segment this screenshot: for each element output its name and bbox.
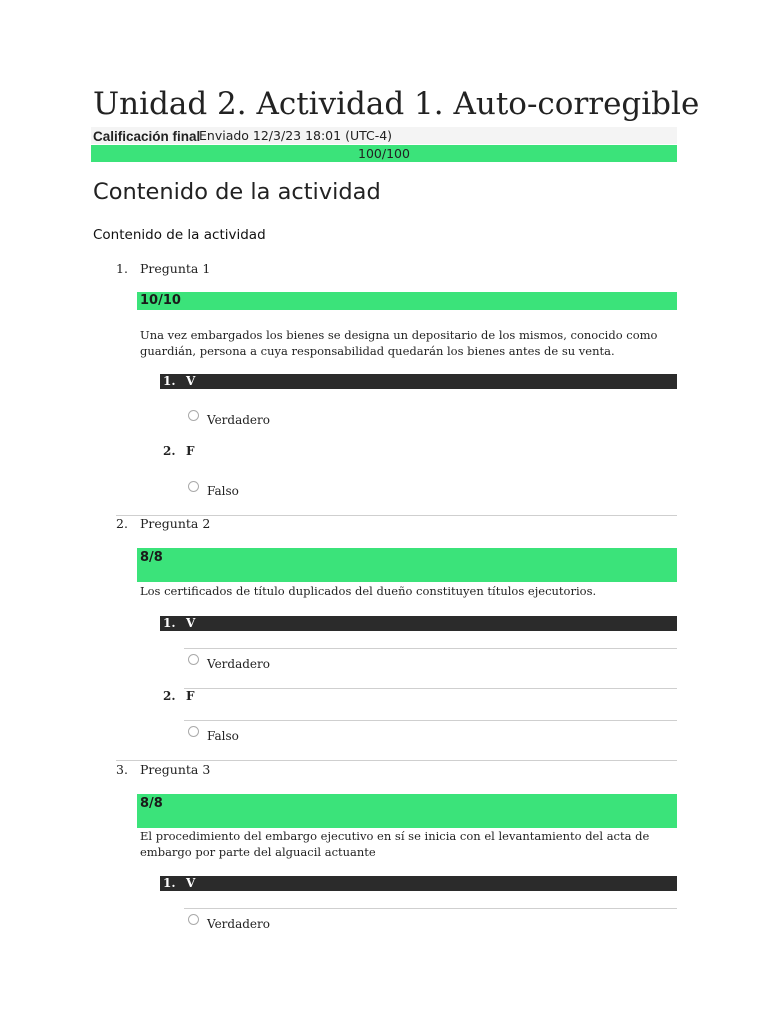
radio-unselected-icon[interactable]: [188, 654, 199, 665]
option-letter: V: [186, 374, 196, 388]
question-text: El procedimiento del embargo ejecutivo en sí se inicia con el levantamiento del acta de embargo por parte del alguacil actuante: [140, 829, 650, 859]
radio-unselected-icon[interactable]: [188, 410, 199, 421]
grade-label: Calificación final: [93, 129, 201, 144]
question-text: Una vez embargados los bienes se designa un depositario de los mismos, conocido como guardián, persona a cuya responsabilidad quedarán los bienes antes de su venta.: [140, 328, 658, 358]
section-heading: Contenido de la actividad: [93, 179, 381, 205]
option-v: [160, 374, 677, 389]
question-score: 8/8: [137, 548, 677, 582]
answer-verdadero: Verdadero: [207, 657, 270, 671]
option-letter: F: [186, 444, 195, 458]
option-number: 1.: [163, 876, 176, 890]
option-number: 1.: [163, 616, 176, 630]
divider: [184, 648, 677, 649]
final-score: 100/100: [91, 145, 677, 162]
option-v: [160, 616, 677, 631]
divider: [116, 760, 677, 761]
question-number: 1.: [116, 261, 128, 276]
radio-unselected-icon[interactable]: [188, 914, 199, 925]
question-number: 3.: [116, 762, 128, 777]
option-number: 2.: [163, 689, 176, 703]
radio-unselected-icon[interactable]: [188, 726, 199, 737]
section-subheading: Contenido de la actividad: [93, 227, 266, 243]
option-letter: F: [186, 689, 195, 703]
radio-unselected-icon[interactable]: [188, 481, 199, 492]
question-score: 8/8: [137, 794, 677, 828]
option-letter: V: [186, 876, 196, 890]
answer-falso: Falso: [207, 484, 239, 498]
page-title: Unidad 2. Actividad 1. Auto-corregible: [93, 86, 700, 122]
question-label: Pregunta 2: [140, 516, 211, 531]
divider: [184, 908, 677, 909]
question-label: Pregunta 1: [140, 261, 211, 276]
answer-verdadero: Verdadero: [207, 413, 270, 427]
option-number: 2.: [163, 444, 176, 458]
option-number: 1.: [163, 374, 176, 388]
submission-date: Enviado 12/3/23 18:01 (UTC-4): [199, 128, 393, 143]
answer-verdadero: Verdadero: [207, 917, 270, 931]
divider: [184, 720, 677, 721]
divider: [184, 688, 677, 689]
option-letter: V: [186, 616, 196, 630]
grade-row: [91, 127, 677, 144]
question-text: Los certificados de título duplicados del dueño constituyen títulos ejecutorios.: [140, 584, 597, 598]
answer-falso: Falso: [207, 729, 239, 743]
question-number: 2.: [116, 516, 128, 531]
question-score: 10/10: [137, 292, 677, 310]
question-label: Pregunta 3: [140, 762, 211, 777]
option-v: [160, 876, 677, 891]
